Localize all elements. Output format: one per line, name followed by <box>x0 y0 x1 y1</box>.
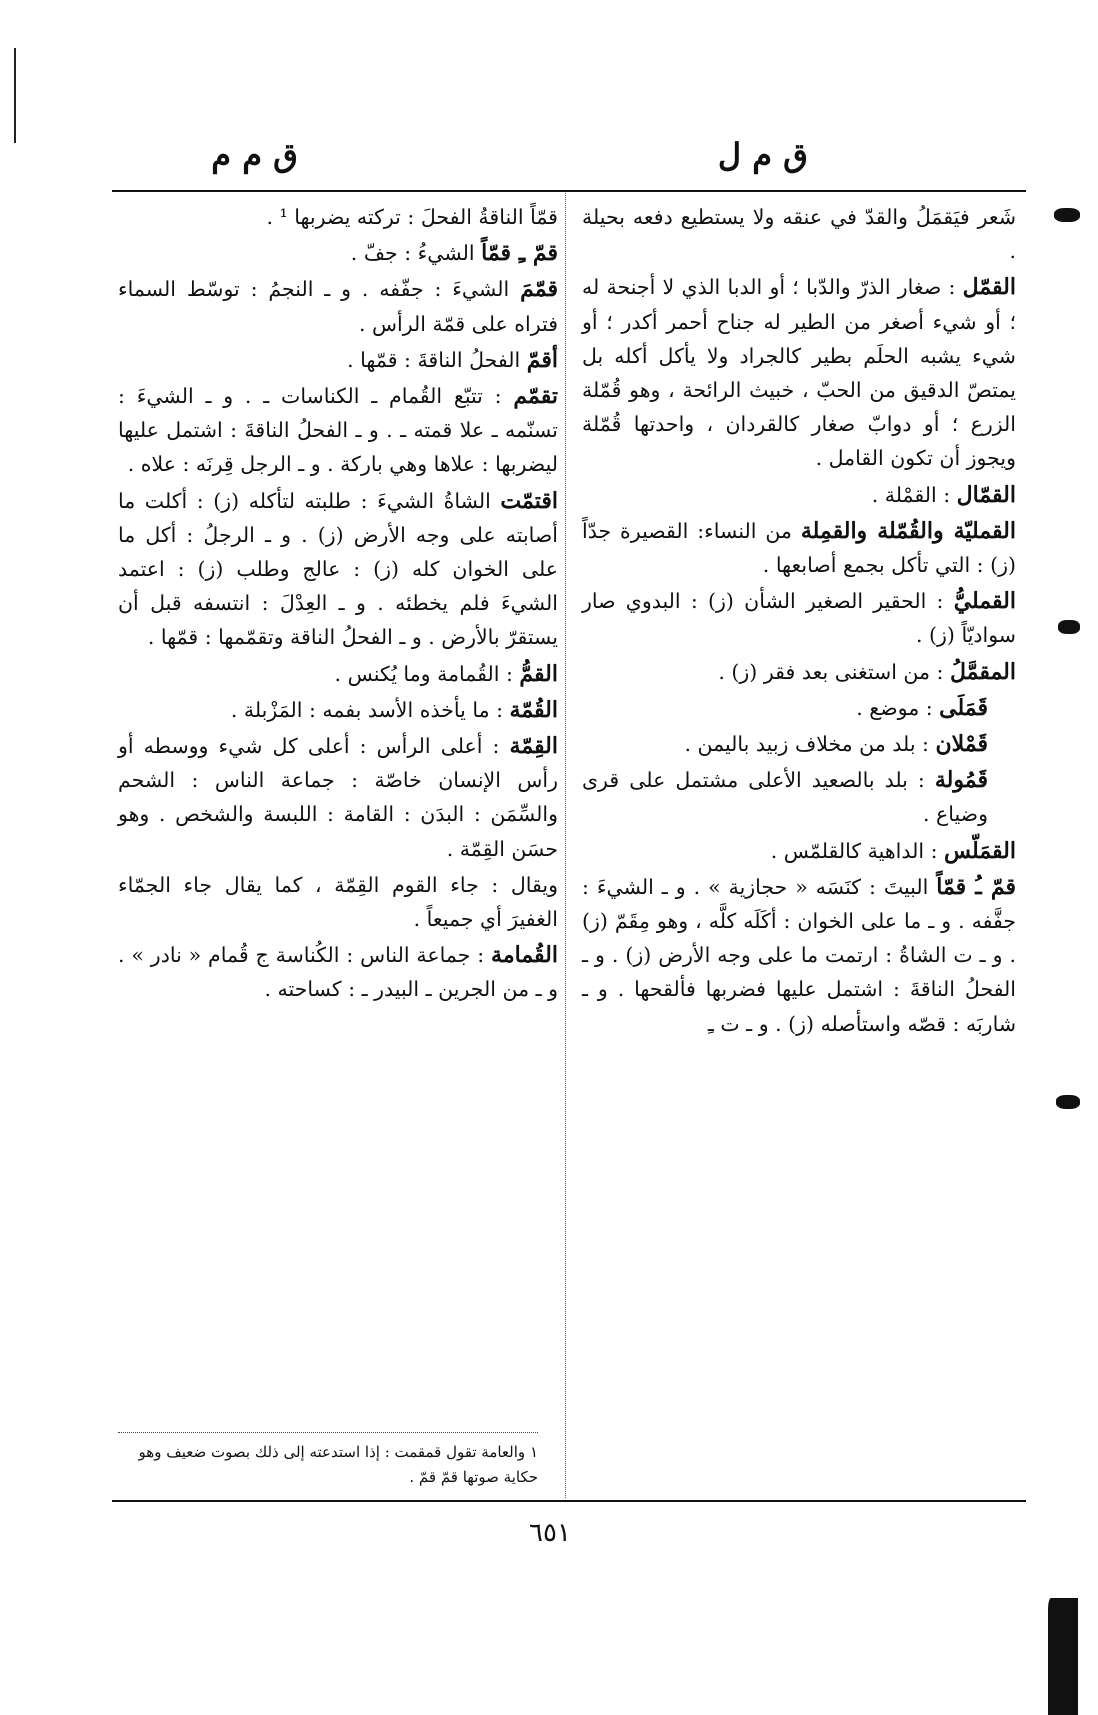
dictionary-entry <box>118 729 558 866</box>
entry-headword: القُمّة <box>509 696 558 723</box>
dictionary-entry <box>582 655 1016 689</box>
top-rule <box>112 190 1026 192</box>
footnote: ١ والعامة تقول قمقمت : إذا استدعته إلى ذلك بصوت ضعيف وهو حكاية صوتها قمّ قمّ . <box>138 1443 538 1486</box>
right-column-header: ق م ل <box>717 136 808 174</box>
dictionary-entry <box>582 478 1016 512</box>
entry-headword: القمليّة والقُمّلة والقمِلة <box>800 517 1016 544</box>
entry-definition: : القمْلة . <box>871 482 957 507</box>
entry-definition: : تتبّع القُمام ـ الكناسات ـ . و ـ الشيءَ : تسنّمه ـ علا قمته ـ . و ـ الفحلُ الناقةَ : اشتمل عليها ليضربها : علاها وهي باركة . و ـ الرجل قِرنَه : علاه . <box>118 384 558 477</box>
entry-definition: : موضع . <box>856 695 940 720</box>
bottom-rule <box>112 1500 1026 1502</box>
entry-headword: القمليُّ <box>953 588 1016 615</box>
page-number: ٦٥١ <box>529 1518 571 1548</box>
scan-edge-mark <box>1054 208 1080 222</box>
entry-definition: : بلد بالصعيد الأعلى مشتمل على قرى وضياع . <box>582 768 988 827</box>
entry-definition: : الداهية كالقلمّس . <box>770 838 944 863</box>
scan-edge-shadow <box>1048 1598 1078 1715</box>
left-column <box>118 200 558 1009</box>
dictionary-entry <box>582 834 1016 868</box>
dictionary-entry <box>118 200 558 234</box>
margin-line <box>14 48 16 143</box>
entry-definition: : الحقير الصغير الشأن (ز) : البدوي صار سواديّاً (ز) . <box>582 589 1016 648</box>
entry-definition: : القُمامة وما يُكنس . <box>334 661 520 686</box>
left-column-header: ق م م <box>211 136 298 174</box>
right-column <box>582 200 1016 1043</box>
dictionary-entry <box>118 938 558 1006</box>
dictionary-entry <box>118 484 558 655</box>
dictionary-entry <box>582 200 1016 268</box>
entry-definition: : بلد من مخلاف زبيد باليمن . <box>684 732 936 757</box>
column-divider <box>565 193 566 1498</box>
footnote-rule <box>118 1432 538 1433</box>
entry-headword: قمّ ـِ قمّاً <box>481 240 558 267</box>
entry-headword: قَمَلَى <box>939 694 988 721</box>
dictionary-entry <box>118 272 558 340</box>
entry-headword: القمّل <box>962 274 1016 301</box>
dictionary-entry <box>582 584 1016 652</box>
entry-definition: من النساء: القصيرة جدّاً (ز) : التي تأكل بجمع أصابعها . <box>582 518 1016 578</box>
entry-definition: الشيءُ : جفّ . <box>350 241 482 266</box>
dictionary-entry <box>118 379 558 482</box>
entry-definition: الفحلُ الناقةَ : قمّها . <box>347 347 527 372</box>
entry-definition: البيتَ : كنَسَه « حجازية » . و ـ الشيءَ : جفَّفه . و ـ ما على الخوان : أكَلَه كلَّه ، وهو مِقَمّ (ز) . و ـ ت الشاةُ : ارتمت ما على وجه الأرض (ز) . و ـ الفحلُ الناقةَ : اشتمل عليها فضربها فألقحها . و ـ شاربَه : قصّه واستأصله (ز) . و ـ ت ـِ <box>582 874 1016 1036</box>
scan-edge-mark <box>1058 620 1080 634</box>
dictionary-entry <box>582 763 1016 831</box>
entry-definition: الشيءَ : جفّفه . و ـ النجمُ : توسّط السماء فتراه على قمّة الرأس . <box>118 277 558 336</box>
entry-headword: تقمّم <box>513 383 558 410</box>
entry-definition: الشاةُ الشيءَ : طلبته لتأكله (ز) : أكلت ما أصابته على وجه الأرض (ز) . و ـ الرجلُ : أكل ما على الخوان كله (ز) : عالج وطلب (ز) : اعتمد الشيءَ فلم يخطئه . و ـ العِدْلَ : انتسفه قبل أن يستقرّ بالأرض . و ـ الفحلُ الناقة وتقمّمها : قمّها . <box>118 488 558 650</box>
entry-definition: : جماعة الناس : الكُناسة ج قُمام « نادر » . و ـ من الجرين ـ البيدر ـ : كساحته . <box>118 943 558 1002</box>
entry-definition: : أعلى الرأس : أعلى كل شيء ووسطه أو رأس الإنسان خاصّة : جماعة الناس : الشحم والسِّمَن : البدَن : القامة : اللبسة والشخص . وهو حسَن القِمّة . <box>118 734 558 861</box>
entry-headword: قمّ ـُ قمّاً <box>936 873 1016 900</box>
entry-headword: قَمْلان <box>935 731 988 758</box>
entry-definition: قمّاً الناقةُ الفحلَ : تركته يضربها ¹ . <box>266 205 558 229</box>
dictionary-entry <box>582 727 1016 761</box>
dictionary-entry <box>118 868 558 936</box>
entry-headword: قمّمَ <box>520 276 558 303</box>
dictionary-entry <box>118 657 558 691</box>
entry-definition: ويقال : جاء القوم القِمّة ، كما يقال جاء الجمّاء الغفيرَ أي جميعاً . <box>118 872 558 932</box>
dictionary-entry <box>582 514 1016 582</box>
dictionary-entry <box>118 693 558 727</box>
entry-headword: القُمامة <box>491 942 558 969</box>
entry-definition: : من استغنى بعد فقر (ز) . <box>718 659 950 684</box>
entry-headword: القمَلّس <box>944 837 1016 864</box>
entry-headword: القمُّ <box>519 660 558 687</box>
entry-definition: : صغار الذرّ والدّبا ؛ أو الدبا الذي لا أجنحة له ؛ أو شيء أصغر من الطير له جناح أحمر أكدر ؛ أو شيء يشبه الحلَم بطير كالجراد ولا يأكل أكله بل يمتصّ الدقيق من الحبّ ، خبيث الرائحة ، وهو قُمّلة الزرع ؛ أو دوابّ صغار كالقردان ، واحدتها قُمّلة ويجوز أن تكون القامل . <box>582 275 1016 471</box>
dictionary-entry <box>582 270 1016 475</box>
dictionary-entry <box>118 236 558 270</box>
dictionary-entry <box>118 343 558 377</box>
entry-headword: المقمَّلُ <box>949 658 1016 685</box>
scan-edge-mark <box>1056 1095 1080 1109</box>
entry-headword: قَمُولة <box>934 767 988 794</box>
entry-definition: : ما يأخذه الأسد بفمه : المَزْبلة . <box>230 697 510 722</box>
dictionary-entry <box>582 691 1016 725</box>
entry-headword: أقمّ <box>526 346 558 373</box>
entry-headword: القِمّة <box>509 733 558 760</box>
dictionary-entry <box>582 870 1016 1041</box>
entry-headword: القمّال <box>956 481 1016 508</box>
entry-definition: شَعر فيَقمَلُ والقدّ في عنقه ولا يستطيع دفعه بحيلة . <box>582 205 1016 264</box>
entry-headword: اقتمّت <box>500 487 558 514</box>
